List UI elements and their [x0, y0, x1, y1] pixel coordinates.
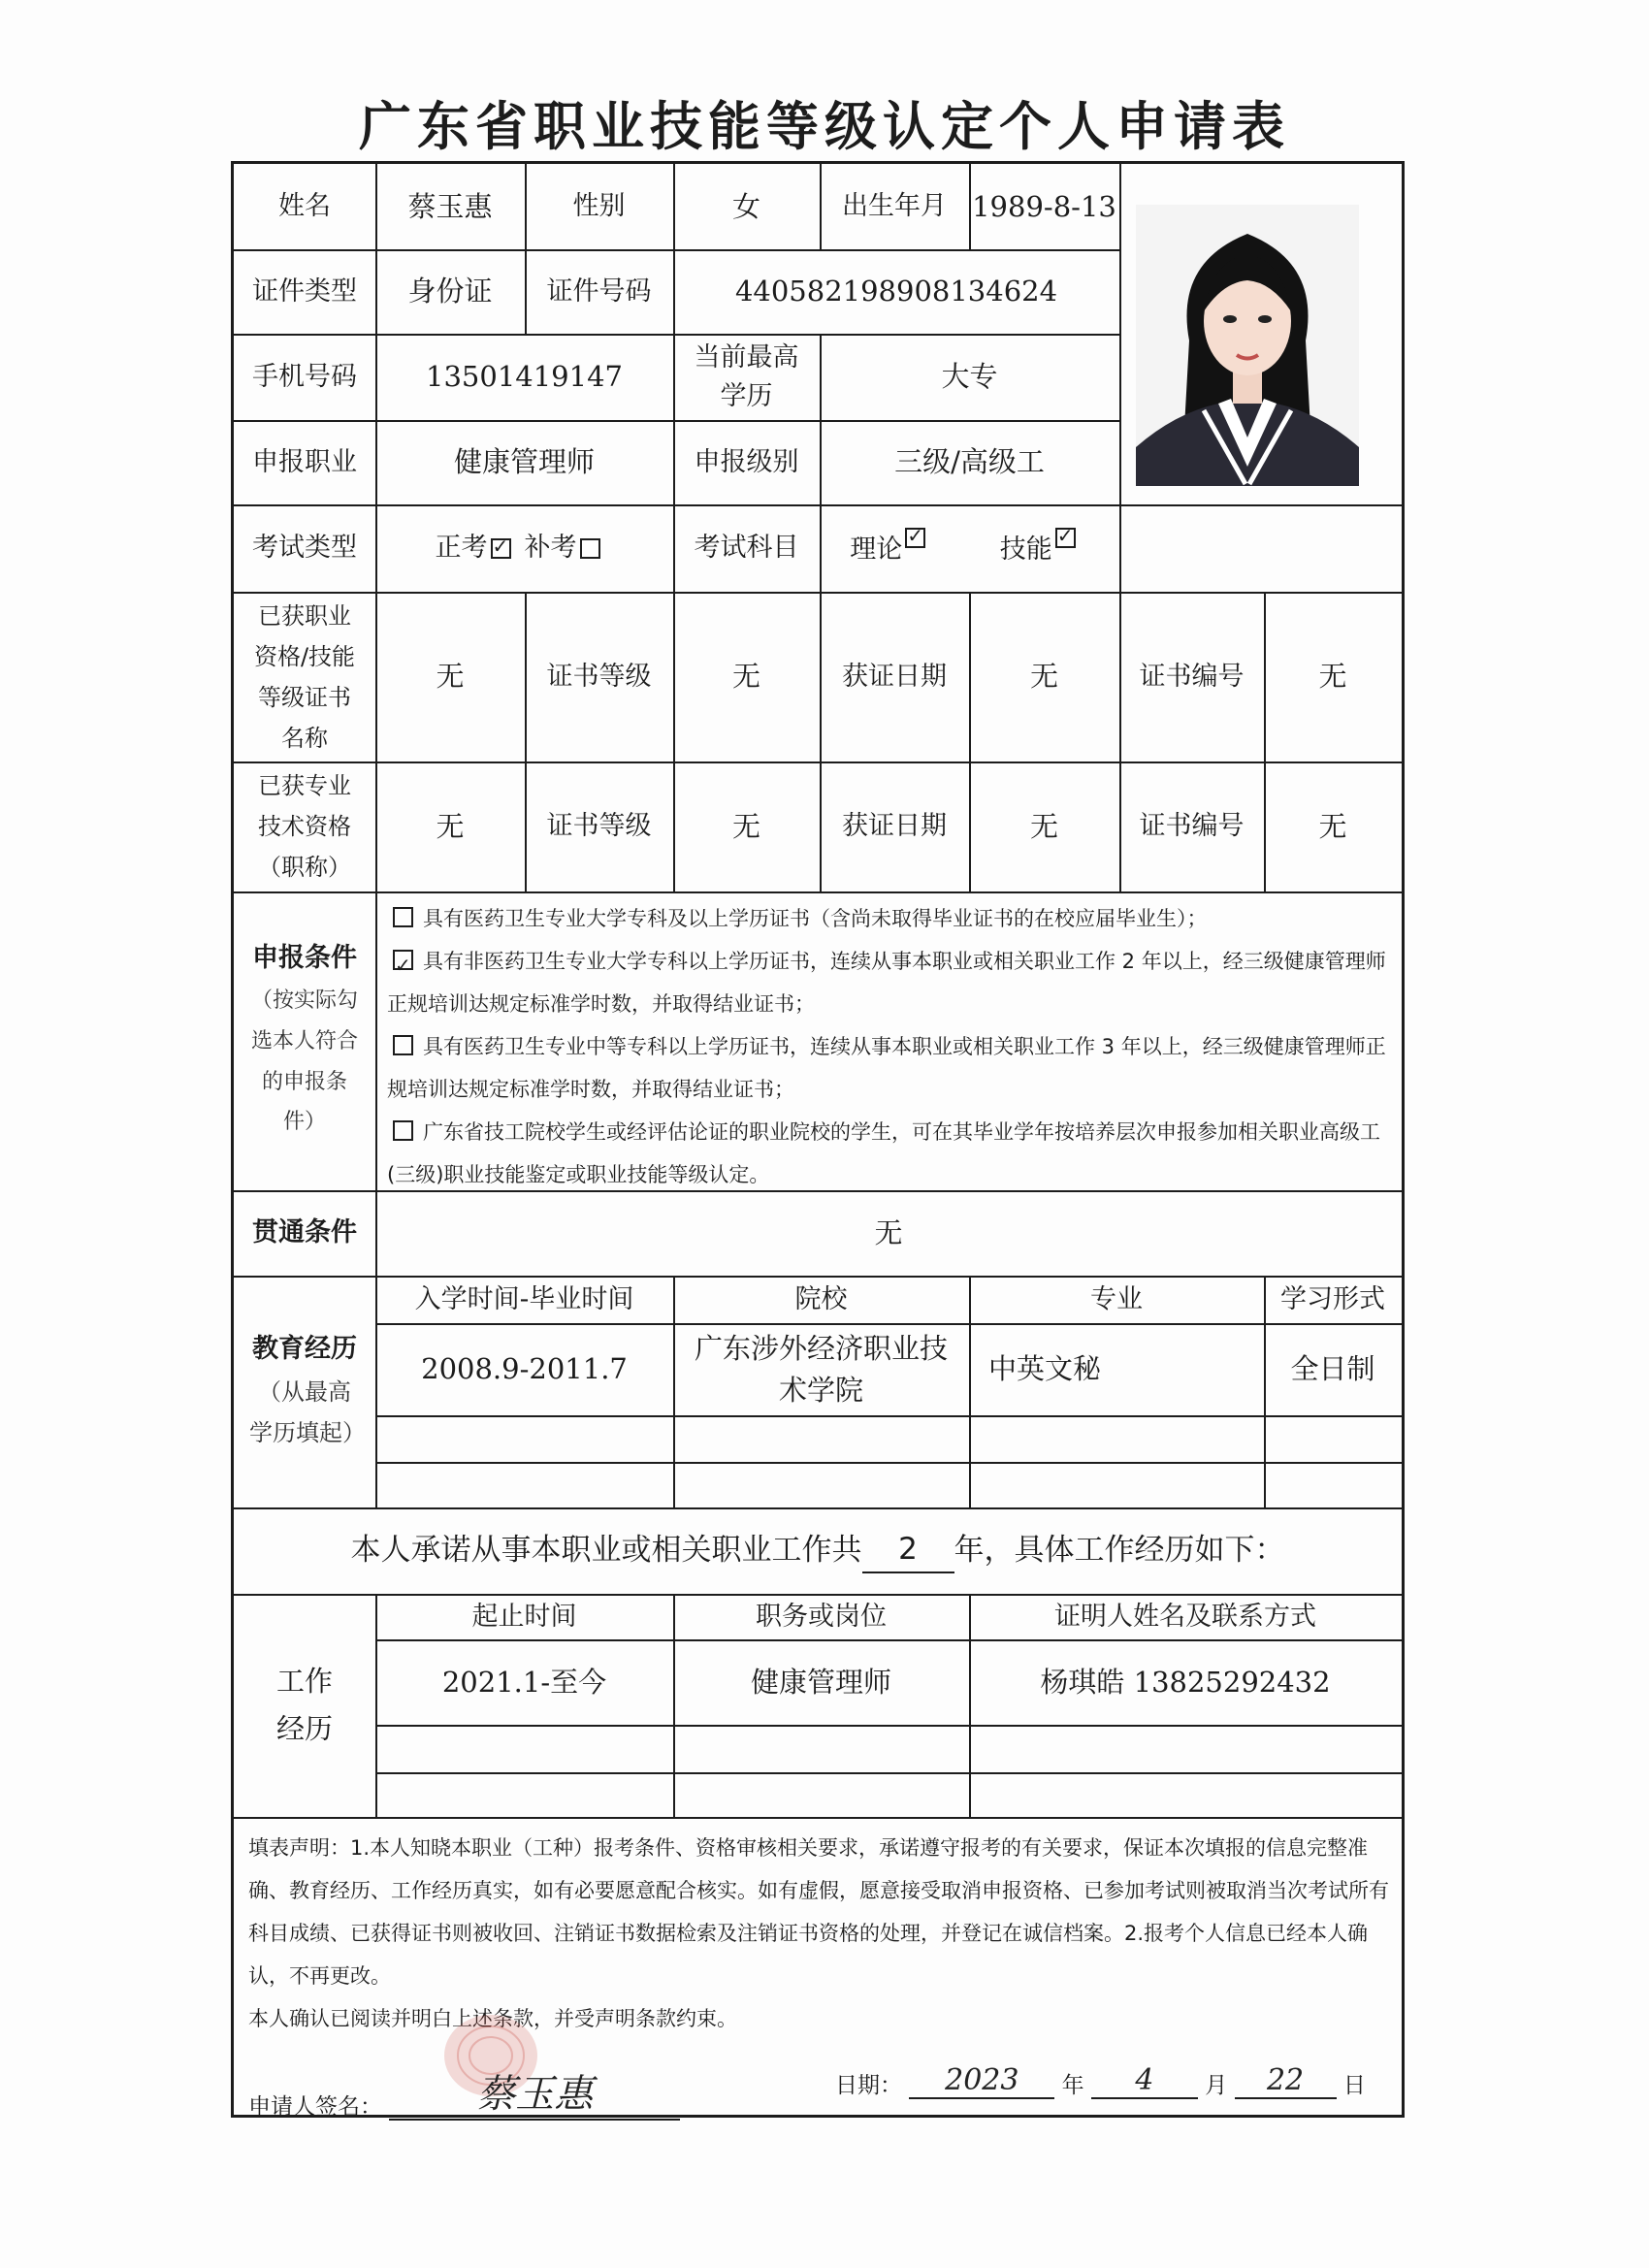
- gender-label: 性别: [572, 191, 626, 222]
- edu-value: 大专: [941, 360, 998, 394]
- pro-cert-level: 无: [731, 809, 760, 843]
- work-promise: [234, 1507, 1402, 1594]
- name-label: 姓名: [278, 191, 331, 222]
- voc-cert-name: 无: [436, 660, 465, 694]
- pro-cert-no: 无: [1318, 809, 1347, 843]
- pro-cert-no-label: 证书编号: [1139, 811, 1245, 842]
- id-type-value: 身份证: [407, 275, 493, 308]
- voc-cert-no-label: 证书编号: [1139, 661, 1245, 692]
- declaration-confirm: 本人确认已阅读并明白上述条款，并受声明条款约束。: [248, 2007, 737, 2030]
- voc-cert-no: 无: [1318, 660, 1347, 694]
- exam-type-options: [375, 504, 673, 592]
- id-type-label: 证件类型: [252, 275, 357, 307]
- condition-3-checkbox[interactable]: [393, 1035, 413, 1055]
- work-header-position: 职务或岗位: [756, 1601, 887, 1632]
- education-label-cell: [234, 1276, 375, 1507]
- signature-value[interactable]: 蔡玉惠: [389, 2063, 680, 2121]
- phone-label: 手机号码: [252, 361, 357, 392]
- work-header-period: 起止时间: [471, 1601, 577, 1632]
- signature-row: [248, 2063, 680, 2121]
- edu-header-mode: 学习形式: [1280, 1283, 1385, 1314]
- phone-value: 13501419147: [426, 360, 623, 394]
- exam-makeup-label: 补考: [524, 533, 577, 564]
- date-year[interactable]: 2023: [909, 2063, 1054, 2099]
- birth-value: 1989-8-13: [972, 189, 1116, 223]
- education-label: 教育经历: [252, 1333, 357, 1364]
- edu-row-mode: 全日制: [1290, 1352, 1375, 1386]
- exam-theory-checkbox[interactable]: [905, 528, 925, 548]
- promise-suffix: 年，具体工作经历如下：: [954, 1533, 1285, 1569]
- declaration: [248, 1827, 1393, 2040]
- conditions-label-cell: [234, 891, 375, 1190]
- condition-item: [387, 897, 1396, 940]
- edu-row-period: 2008.9-2011.7: [421, 1352, 628, 1386]
- form-title: 广东省职业技能等级认定个人申请表: [359, 96, 1290, 157]
- work-header-witness: 证明人姓名及联系方式: [1054, 1601, 1316, 1632]
- work-row-position: 健康管理师: [750, 1665, 891, 1699]
- exam-type-label: 考试类型: [252, 533, 357, 564]
- pro-cert-date: 无: [1029, 809, 1058, 843]
- exam-regular-label: 正考: [435, 533, 488, 564]
- edu-header-school: 院校: [794, 1283, 848, 1314]
- condition-item: [387, 1025, 1396, 1111]
- condition-2-checkbox[interactable]: [393, 950, 413, 970]
- signature-label: 申请人签名：: [248, 2094, 382, 2120]
- pro-cert-level-label: 证书等级: [546, 811, 652, 842]
- edu-label: 当前最高学历: [694, 342, 799, 411]
- exam-subject-options: [820, 504, 1119, 592]
- condition-4-text: 广东省技工院校学生或经评估论证的职业院校的学生，可在其毕业学年按培养层次申报参加相关职业高级工(三级)职业技能鉴定或职业技能等级认定。: [387, 1120, 1380, 1186]
- pro-cert-name: 无: [436, 809, 465, 843]
- day-unit: 日: [1342, 2073, 1366, 2098]
- voc-cert-level: 无: [731, 660, 760, 694]
- through-label: 贯通条件: [252, 1217, 357, 1248]
- exam-theory-label: 理论: [850, 534, 903, 565]
- birth-label: 出生年月: [842, 191, 947, 222]
- month-unit: 月: [1205, 2073, 1228, 2098]
- exam-subject-label: 考试科目: [694, 533, 799, 564]
- condition-3-text: 具有医药卫生专业中等专科以上学历证书，连续从事本职业或相关职业工作 3 年以上，经三级健康管理师正规培训达规定标准学时数，并取得结业证书；: [387, 1035, 1386, 1101]
- condition-item: [387, 940, 1396, 1025]
- exam-skill-checkbox[interactable]: [1055, 528, 1076, 548]
- edu-header-period: 入学时间-毕业时间: [414, 1283, 634, 1314]
- edu-header-major: 专业: [1090, 1283, 1143, 1314]
- condition-1-checkbox[interactable]: [393, 907, 413, 927]
- id-no-value: 440582198908134624: [734, 275, 1058, 308]
- date-row: [835, 2063, 1366, 2099]
- condition-2-text: 具有非医药卫生专业大学专科以上学历证书，连续从事本职业或相关职业工作 2 年以上，经三级健康管理师正规培训达规定标准学时数，并取得结业证书；: [387, 950, 1386, 1016]
- exam-regular-checkbox[interactable]: [491, 538, 511, 559]
- name-value: 蔡玉惠: [407, 189, 493, 223]
- application-form: [231, 161, 1405, 2118]
- exam-makeup-checkbox[interactable]: [580, 538, 600, 559]
- promise-years: 2: [862, 1528, 954, 1573]
- date-day[interactable]: 22: [1235, 2063, 1337, 2099]
- job-value: 健康管理师: [453, 445, 595, 479]
- work-label: 工作经历: [275, 1664, 333, 1745]
- edu-row-school: 广东涉外经济职业技术学院: [695, 1332, 949, 1407]
- id-no-label: 证件号码: [546, 275, 652, 307]
- conditions-note: （按实际勾选本人符合的申报条件）: [250, 988, 358, 1135]
- voc-cert-level-label: 证书等级: [546, 661, 652, 692]
- education-note: （从最高学历填起）: [249, 1378, 366, 1447]
- date-label: 日期：: [835, 2073, 902, 2098]
- condition-4-checkbox[interactable]: [393, 1120, 413, 1141]
- date-month[interactable]: 4: [1091, 2063, 1198, 2099]
- job-label: 申报职业: [252, 446, 357, 477]
- conditions-label: 申报条件: [252, 942, 357, 973]
- promise-prefix: 本人承诺从事本职业或相关职业工作共: [350, 1533, 862, 1569]
- work-row-witness: 杨琪皓 13825292432: [1040, 1665, 1331, 1699]
- level-value: 三级/高级工: [894, 445, 1045, 479]
- gender-value: 女: [731, 189, 760, 223]
- declaration-text: 填表声明：1.本人知晓本职业（工种）报考条件、资格审核相关要求，承诺遵守报考的有关要求，保证本次填报的信息完整准确、教育经历、工作经历真实，如有必要愿意配合核实。如有虚假，愿意接受取消申报资格、已参加考试则被取消当次考试所有科目成绩、已获得证书则被收回、注销证书数据检索及注销证书资格的处理，并登记在诚信档案。2.报考个人信息已经本人确认，不再更改。: [248, 1836, 1389, 1988]
- condition-1-text: 具有医药卫生专业大学专科及以上学历证书（含尚未取得毕业证书的在校应届毕业生）；: [423, 907, 1208, 930]
- edu-row-major: 中英文秘: [988, 1352, 1102, 1386]
- year-unit: 年: [1061, 2073, 1084, 2098]
- applicant-photo: [1136, 205, 1359, 486]
- work-row-period: 2021.1-至今: [441, 1665, 607, 1699]
- level-label: 申报级别: [694, 446, 799, 477]
- through-value: 无: [874, 1215, 903, 1249]
- condition-item: [387, 1111, 1396, 1196]
- voc-cert-date: 无: [1029, 660, 1058, 694]
- pro-cert-label: 已获专业技术资格（职称）: [258, 772, 351, 881]
- voc-cert-label: 已获职业资格/技能等级证书名称: [253, 601, 356, 752]
- exam-skill-label: 技能: [999, 534, 1052, 565]
- voc-cert-date-label: 获证日期: [842, 661, 947, 692]
- pro-cert-date-label: 获证日期: [842, 811, 947, 842]
